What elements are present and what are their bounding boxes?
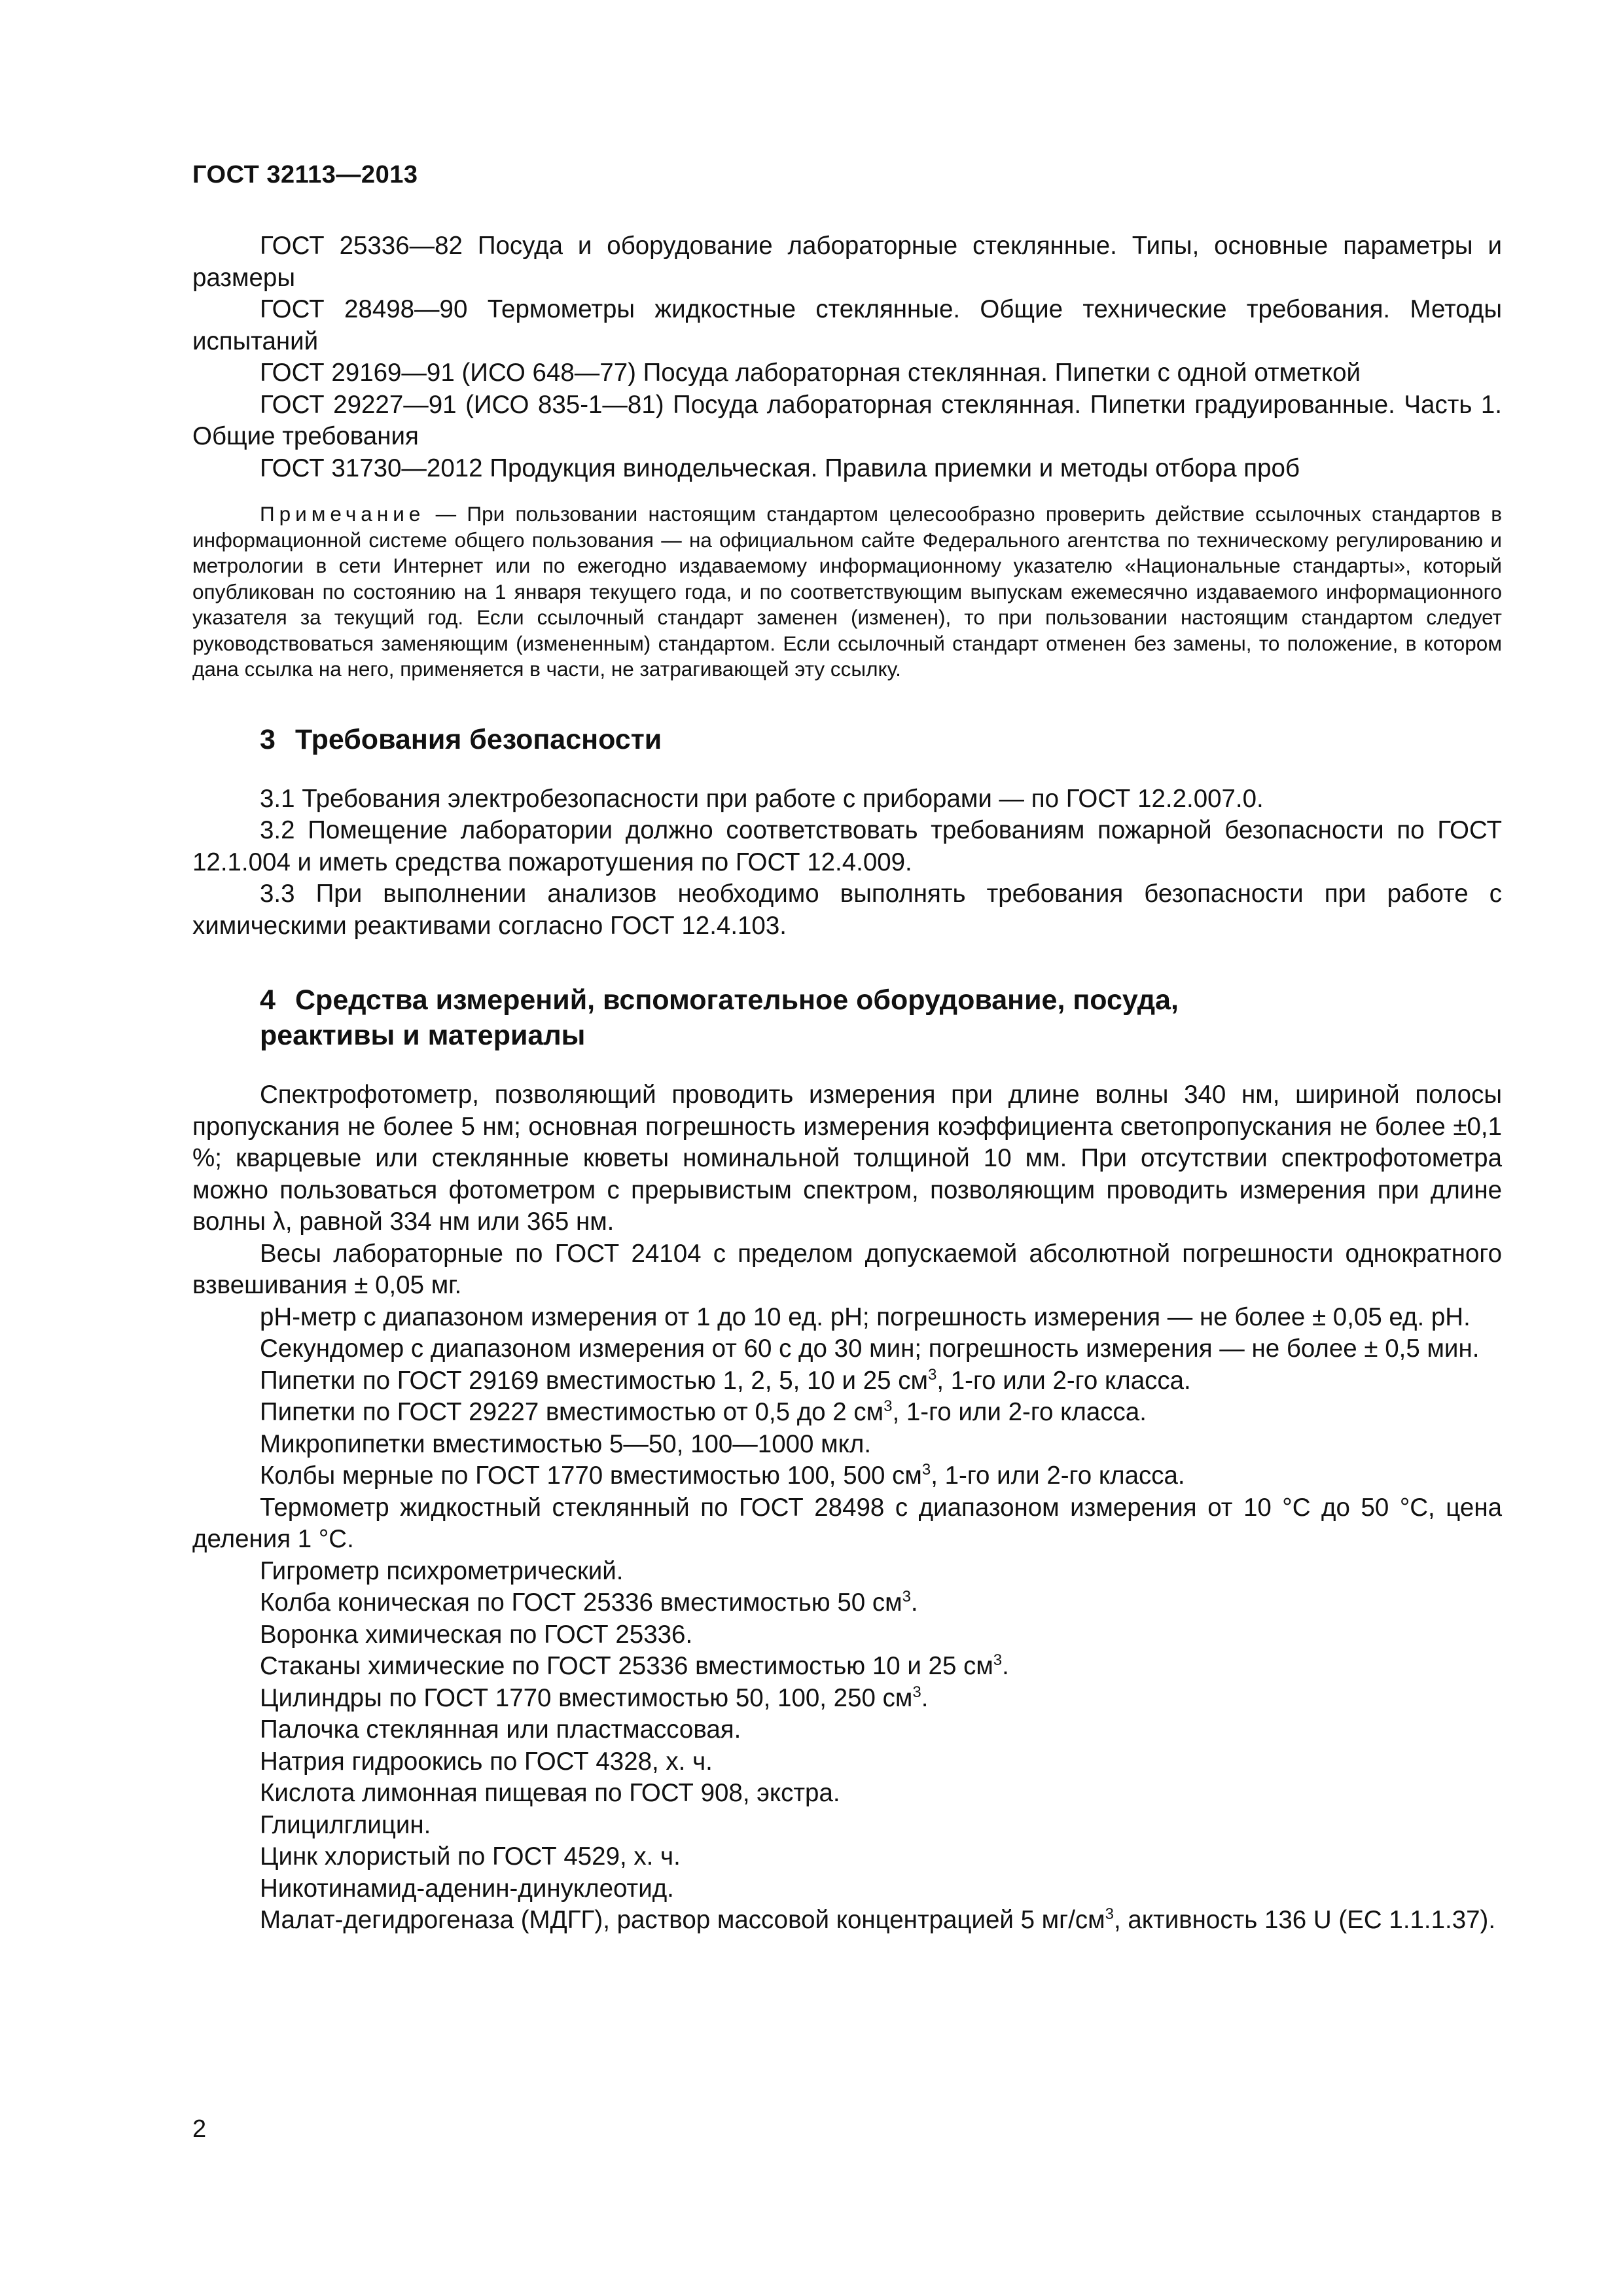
item-superscript: 3 (912, 1683, 921, 1701)
section-4-item (192, 1683, 1502, 1715)
item-text: Глицилглицин. (260, 1810, 431, 1839)
section-4-item (192, 1492, 1502, 1556)
item-text: pH-метр с диапазоном измерения от 1 до 10 ед. pH; погрешность измерения — не более ± 0,05 ед. pH. (260, 1302, 1471, 1331)
item-text: Весы лабораторные по ГОСТ 24104 с пределом допускаемой абсолютной погрешности однократного взвешивания ± 0,05 мг. (192, 1239, 1502, 1299)
section-4-title-line1: Средства измерений, вспомогательное оборудование, посуда, (295, 984, 1179, 1016)
item-text: Натрия гидроокись по ГОСТ 4328, х. ч. (260, 1747, 713, 1776)
section-4-item (192, 1619, 1502, 1651)
section-4-item (192, 1651, 1502, 1683)
page-number: 2 (192, 2115, 207, 2143)
note-label: Примечание (260, 502, 425, 526)
section-4-item (192, 1873, 1502, 1905)
item-text: Спектрофотометр, позволяющий проводить измерения при длине волны 340 нм, шириной полосы пропускания не более 5 нм; основная погрешность измерения коэффициента светопропускания не более ±0,1 %; кварцевые или стеклянные кюветы номинальной толщиной 10 мм. При отсутствии спектрофотометра можно пользоваться фотометром с прерывистым спектром, позволяющим проводить измерения при длине волны λ, равной 334 нм или 365 нм. (192, 1081, 1502, 1236)
item-text: Цинк хлористый по ГОСТ 4529, х. ч. (260, 1842, 681, 1871)
item-tail: . (921, 1683, 929, 1712)
item-tail: , 1-го или 2-го класса. (931, 1462, 1185, 1490)
item-text: Колба коническая по ГОСТ 25336 вместимостью 50 см (260, 1588, 902, 1617)
item-superscript: 3 (883, 1397, 893, 1415)
section-4-item (192, 1079, 1502, 1238)
item-superscript: 3 (993, 1651, 1003, 1669)
section-3-number: 3 (260, 723, 276, 755)
section-3-title: Требования безопасности (295, 723, 662, 755)
references-list (192, 230, 1502, 484)
item-text: Воронка химическая по ГОСТ 25336. (260, 1620, 693, 1649)
section-4-item (192, 1397, 1502, 1429)
section-4-heading (192, 982, 1502, 1053)
section-4-item (192, 1238, 1502, 1302)
item-superscript: 3 (921, 1461, 931, 1479)
item-text: Никотинамид-аденин-динуклеотид. (260, 1874, 674, 1903)
item-tail: , 1-го или 2-го класса. (936, 1366, 1191, 1395)
section-4-item (192, 1587, 1502, 1619)
item-superscript: 3 (1105, 1905, 1114, 1923)
item-text: Термометр жидкостный стеклянный по ГОСТ 28498 с диапазоном измерения от 10 °С до 50 °С, цена деления 1 °С. (192, 1493, 1502, 1553)
document-body (192, 230, 1502, 1937)
section-4-item (192, 1810, 1502, 1842)
document-header: ГОСТ 32113—2013 (192, 161, 418, 188)
item-text: Цилиндры по ГОСТ 1770 вместимостью 50, 100, 250 см (260, 1683, 913, 1712)
reference-item: ГОСТ 25336—82 Посуда и оборудование лабораторные стеклянные. Типы, основные параметры и размеры (192, 232, 1502, 292)
item-tail: . (910, 1588, 918, 1617)
item-text: Пипетки по ГОСТ 29169 вместимостью 1, 2, 5, 10 и 25 см (260, 1366, 928, 1395)
item-tail: , активность 136 U (ЕС 1.1.1.37). (1113, 1906, 1496, 1934)
section-4-number: 4 (260, 984, 276, 1016)
section-4-item (192, 1365, 1502, 1397)
reference-item: ГОСТ 31730—2012 Продукция винодельческая. Правила приемки и методы отбора проб (260, 454, 1300, 482)
section-3-items (192, 783, 1502, 942)
item-text: Кислота лимонная пищевая по ГОСТ 908, экстра. (260, 1779, 840, 1807)
item-tail: , 1-го или 2-го класса. (892, 1398, 1147, 1426)
note-paragraph (192, 501, 1502, 683)
section-3-item: 3.3 При выполнении анализов необходимо выполнять требования безопасности при работе с химическими реактивами согласно ГОСТ 12.4.103. (192, 880, 1502, 940)
item-text: Гигрометр психрометрический. (260, 1556, 624, 1585)
section-3-item: 3.1 Требования электробезопасности при работе с приборами — по ГОСТ 12.2.007.0. (260, 784, 1264, 813)
item-text: Стаканы химические по ГОСТ 25336 вместимостью 10 и 25 см (260, 1652, 993, 1680)
reference-item: ГОСТ 28498—90 Термометры жидкостные стеклянные. Общие технические требования. Методы испытаний (192, 295, 1502, 355)
note-text: — При пользовании настоящим стандартом целесообразно проверить действие ссылочных стандартов в информационной системе общего пользования — на официальном сайте Федерального агентства по техническому регулированию и метрологии в сети Интернет или по ежегодно издаваемому информационному указателю «Национальные стандарты», который опубликован по состоянию на 1 января текущего года, и по соответствующим выпускам ежемесячно издаваемого информационного указателя за текущий год. Если ссылочный стандарт заменен (изменен), то при пользовании настоящим стандартом следует руководствоваться заменяющим (измененным) стандартом. Если ссылочный стандарт отменен без замены, то положение, в котором дана ссылка на него, применяется в части, не затрагивающей эту ссылку. (192, 502, 1502, 681)
section-4-item (192, 1778, 1502, 1810)
item-text: Микропипетки вместимостью 5—50, 100—1000 мкл. (260, 1429, 872, 1458)
section-4-item (192, 1556, 1502, 1588)
section-4-item (192, 1714, 1502, 1746)
section-4-item (192, 1905, 1502, 1937)
section-4-title-line2: реактивы и материалы (260, 1020, 586, 1051)
item-superscript: 3 (927, 1365, 937, 1384)
section-3-heading (192, 722, 1502, 757)
section-4-item (192, 1746, 1502, 1778)
reference-item: ГОСТ 29169—91 (ИСО 648—77) Посуда лабораторная стеклянная. Пипетки с одной отметкой (260, 359, 1361, 387)
section-4-items (192, 1079, 1502, 1937)
section-4-item (192, 1841, 1502, 1873)
item-text: Секундомер с диапазоном измерения от 60 с до 30 мин; погрешность измерения — не более ± 0,5 мин. (260, 1335, 1480, 1363)
reference-item: ГОСТ 29227—91 (ИСО 835-1—81) Посуда лабораторная стеклянная. Пипетки градуированные. Часть 1. Общие требования (192, 390, 1502, 450)
item-text: Малат-дегидрогеназа (МДГГ), раствор массовой концентрацией 5 мг/см (260, 1906, 1105, 1934)
section-3-item: 3.2 Помещение лаборатории должно соответствовать требованиям пожарной безопасности по ГОСТ 12.1.004 и иметь средства пожаротушения по ГОСТ 12.4.009. (192, 816, 1502, 876)
item-superscript: 3 (902, 1588, 911, 1605)
item-text: Палочка стеклянная или пластмассовая. (260, 1715, 741, 1744)
section-4-item (192, 1460, 1502, 1492)
item-text: Колбы мерные по ГОСТ 1770 вместимостью 100, 500 см (260, 1462, 922, 1490)
item-tail: . (1002, 1652, 1009, 1680)
section-4-item (192, 1302, 1502, 1334)
item-text: Пипетки по ГОСТ 29227 вместимостью от 0,5 до 2 см (260, 1398, 884, 1426)
section-4-item (192, 1333, 1502, 1365)
section-4-item (192, 1429, 1502, 1461)
